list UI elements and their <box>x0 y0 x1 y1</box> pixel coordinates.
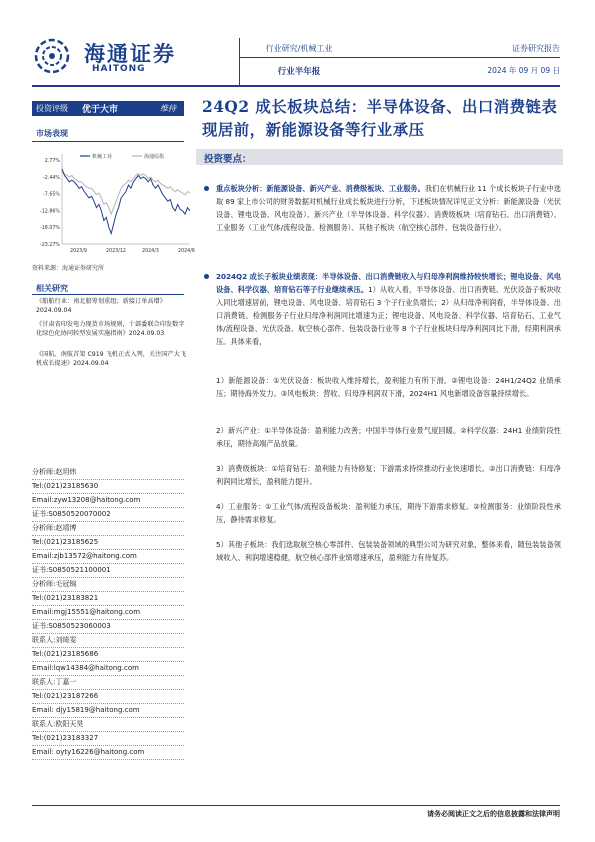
x-tick-label: 2023/12 <box>106 249 126 254</box>
sector-consumer: 3）消费级板块：①培育钻石：盈利能力有待修复；下游需求持续推动行业快速增长。②出口消费链：归母净利润同比增长，盈利能力提升。 <box>216 464 561 486</box>
analyst-name: 分析师:赵靖博 <box>32 522 184 536</box>
analyst-name: 分析师:毛冠锦 <box>32 578 184 592</box>
contact-name: 联系人:刘绮雯 <box>32 634 184 648</box>
y-tick-label: 2.77% <box>44 159 60 164</box>
report-date: 2024 年 09 月 09 日 <box>487 66 560 75</box>
report-category: 行业研究/机械工业 <box>265 44 333 53</box>
market-title: 市场表现 <box>36 129 68 138</box>
sector-industrial-service: 4）工业服务：①工业气体/流程设备板块：盈利能力承压，期待下游需求修复。②检测服务：业绩阶段性承压，静待需求修复。 <box>216 502 561 524</box>
report-title: 24Q2 成长板块总结：半导体设备、出口消费链表现居前，新能源设备等行业承压 <box>202 98 558 139</box>
analyst-tel: Tel:(021)23183821 <box>32 592 184 606</box>
analyst-list <box>32 466 184 760</box>
machinery-series-line <box>62 169 190 234</box>
footer-rule <box>32 805 560 806</box>
analyst-cert: 证书:S0850523060003 <box>32 620 184 634</box>
index-series-line <box>62 172 190 214</box>
contact-email[interactable]: Email: oyty16226@haitong.com <box>32 746 184 760</box>
bullet-icon <box>204 186 209 191</box>
chart-source: 资料来源：海通证券研究所 <box>32 265 105 272</box>
analyst-email[interactable]: Email:mgj15551@haitong.com <box>32 606 184 620</box>
key-point-2 <box>216 270 561 348</box>
y-tick-label: -23.27% <box>39 243 60 248</box>
related-item[interactable]: 《国航、南航首架 C919 飞机正式入列，关注国产大飞机成长提速》2024.09.04 <box>36 351 187 367</box>
brand-name-en: HAITONG <box>92 64 146 74</box>
haitong-logo <box>32 36 182 76</box>
disclaimer-note[interactable]: 请务必阅读正文之后的信息披露和法律声明 <box>427 810 560 818</box>
contact-tel: Tel:(021)23185686 <box>32 648 184 662</box>
x-tick-label: 2024/6 <box>178 249 195 254</box>
related-title: 相关研究 <box>36 284 68 293</box>
key-point-1-body: 我们在机械行业 11 个成长板块子行业中选取 89 家上市公司的财务数据对机械行业成长板块进行分析，下述板块情况详见正文分析：新能源设备（光伏设备、锂电设备、风电设备）、新兴产业（半导体设备、科学仪器）、消费级板块（培育钻石、出口消费链）、工业服务（工业气体/流程设备、检测服务）、其他子板块（航空核心部件、包装设备行业）。 <box>216 184 561 232</box>
report-label: 证券研究报告 <box>512 44 560 53</box>
brand-name: 海通证券 <box>84 41 176 66</box>
analyst-tel: Tel:(021)23185630 <box>32 480 184 494</box>
related-item[interactable]: 《甘肃省印发电力现货市场规则，十部委联合印发数字化绿色化协同转型发展实施指南》2024.09.03 <box>36 321 185 337</box>
sector-new-energy: 1）新能源设备：①光伏设备：板块收入维持增长，盈利能力有所下滑。②锂电设备：24H1/24Q2 业绩承压；期待海外发力。③风电板块：营收、归母净利润双下滑，2024H1 风电新增设备容量持续增长。 <box>216 376 561 398</box>
rating-action: 维持 <box>160 104 176 113</box>
y-tick-label: -12.86% <box>39 209 60 215</box>
key-point-1 <box>216 182 561 234</box>
sector-other: 5）其他子板块：我们选取航空核心零部件、包装装备领域的典型公司为研究对象，整体来看，随包装装备领域收入、利润增速稳健，航空核心部件业绩增速承压，盈利能力有待复苏。 <box>216 540 561 562</box>
analyst-cert: 证书:S0850521100001 <box>32 564 184 578</box>
key-points-label: 投资要点： <box>204 154 252 165</box>
legend-index: 海通综指 <box>144 154 165 160</box>
related-item[interactable]: 《船舶行业：南北船筹划重组；新接订单高增》2024.09.04 <box>36 298 166 314</box>
bullet-icon <box>204 274 209 279</box>
rating-label: 投资评级 <box>36 104 68 113</box>
contact-email[interactable]: Email: djy15819@haitong.com <box>32 704 184 718</box>
market-title-rule <box>32 141 184 142</box>
analyst-email[interactable]: Email:zjb13572@haitong.com <box>32 550 184 564</box>
contact-name: 联系人:丁嘉一 <box>32 676 184 690</box>
contact-tel: Tel:(021)23183327 <box>32 732 184 746</box>
sector-emerging: 2）新兴产业：①半导体设备：盈利能力改善；中国半导体行业景气度回暖。②科学仪器：24H1 业绩阶段性承压，期待高端产品放量。 <box>216 426 561 448</box>
analyst-tel: Tel:(021)23185625 <box>32 536 184 550</box>
header-rule <box>32 85 560 87</box>
chart-legend <box>80 153 164 160</box>
market-performance-chart <box>32 150 195 258</box>
y-tick-label: -2.44% <box>43 175 60 181</box>
related-title-rule <box>32 294 184 295</box>
key-point-2-body: 1）从收入看，半导体设备、出口消费链、光伏设备子板块收入同比增速居前，锂电设备、风电设备、培育钻石 3 个子行业负增长；2）从归母净利润看，半导体设备、出口消费链、检测服务子行业归母净利润同比增速为正；锂电设备、风电设备、科学仪器、培育钻石、工业气体/流程设备、光伏设备、航空核心部件、包装设备行业等 8 个子行业板块归母净利润同比下滑，经期利润承压。具体来看， <box>216 285 561 346</box>
x-tick-label: 2024/3 <box>142 249 159 254</box>
legend-machinery: 机械工业 <box>92 154 113 160</box>
key-point-2-head: 2024Q2 成长子板块业绩表现：半导体设备、出口消费链收入与归母净利润维持较快增长；锂电设备、风电设备、科学仪器、培育钻石等子行业继续承压。 <box>216 272 561 294</box>
analyst-name: 分析师:赵玥炜 <box>32 466 184 480</box>
analyst-cert: 证书:S0850520070002 <box>32 508 184 522</box>
header-divider <box>239 57 560 58</box>
haitong-logo-icon <box>32 38 76 74</box>
contact-name: 联系人:欧阳天昊 <box>32 718 184 732</box>
rating-value: 优于大市 <box>82 105 119 115</box>
key-point-1-head: 重点板块分析：新能源设备、新兴产业、消费级板块、工业服务。 <box>216 184 425 193</box>
rating-bar <box>32 101 184 116</box>
contact-email[interactable]: Email:lqw14384@haitong.com <box>32 662 184 676</box>
report-type: 行业半年报 <box>277 67 321 77</box>
y-tick-label: -7.65% <box>43 192 60 198</box>
x-tick-label: 2023/9 <box>70 249 87 254</box>
y-tick-label: -18.07% <box>39 226 60 232</box>
analyst-email[interactable]: Email:zyw13208@haitong.com <box>32 494 184 508</box>
contact-tel: Tel:(021)23187266 <box>32 690 184 704</box>
